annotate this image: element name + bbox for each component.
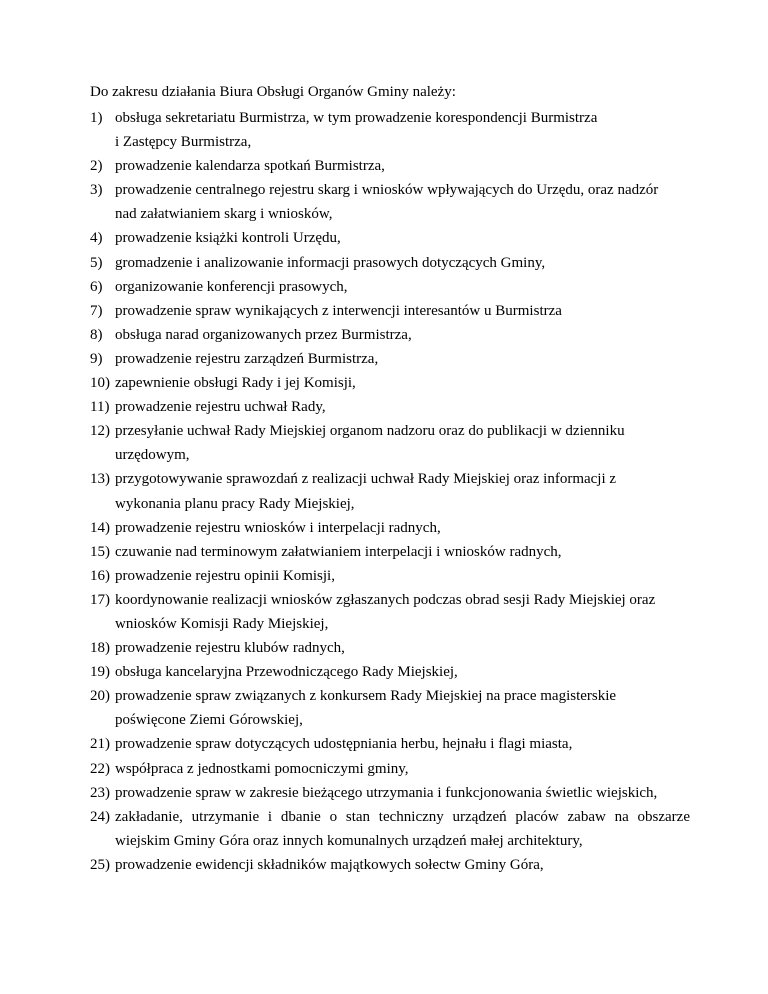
list-item [90, 853, 690, 877]
item-number: 25) [90, 856, 110, 873]
item-number: 13) [90, 471, 110, 488]
list-item [90, 781, 690, 805]
item-number: 11) [90, 399, 110, 416]
item-text: prowadzenie spraw związanych z konkursem Rady Miejskiej na prace magisterskie poświęcone Ziemi Górowskiej, [115, 688, 617, 729]
list-item [90, 226, 690, 250]
item-text: zakładanie, utrzymanie i dbanie o stan techniczny urządzeń placów zabaw na obszarze wiejskim Gminy Góra oraz innych komunalnych urządzeń małej architektury, [115, 808, 690, 849]
item-number: 6) [90, 278, 103, 295]
item-number: 23) [90, 784, 110, 801]
item-text: prowadzenie książki kontroli Urzędu, [115, 230, 341, 247]
list-item [90, 106, 690, 154]
list-item [90, 660, 690, 684]
item-number: 14) [90, 519, 110, 536]
item-text: czuwanie nad terminowym załatwianiem interpelacji i wniosków radnych, [115, 543, 562, 560]
item-number: 9) [90, 350, 103, 367]
list-item [90, 564, 690, 588]
item-text: prowadzenie centralnego rejestru skarg i wniosków wpływających do Urzędu, oraz nadzór nad załatwianiem skarg i wniosków, [115, 182, 659, 223]
item-text: prowadzenie spraw w zakresie bieżącego utrzymania i funkcjonowania świetlic wiejskich, [115, 784, 658, 801]
list-item [90, 347, 690, 371]
item-number: 4) [90, 230, 103, 247]
list-item [90, 419, 690, 467]
item-text: prowadzenie rejestru klubów radnych, [115, 640, 345, 657]
duties-list [90, 106, 690, 877]
list-item [90, 275, 690, 299]
item-number: 19) [90, 664, 110, 681]
list-item [90, 805, 690, 853]
list-item [90, 395, 690, 419]
item-text: obsługa narad organizowanych przez Burmistrza, [115, 326, 412, 343]
item-text: organizowanie konferencji prasowych, [115, 278, 348, 295]
item-text: współpraca z jednostkami pomocniczymi gminy, [115, 760, 409, 777]
item-text: prowadzenie rejestru wniosków i interpelacji radnych, [115, 519, 441, 536]
item-text: obsługa kancelaryjna Przewodniczącego Rady Miejskiej, [115, 664, 458, 681]
item-number: 16) [90, 567, 110, 584]
item-number: 15) [90, 543, 110, 560]
item-text: przygotowywanie sprawozdań z realizacji uchwał Rady Miejskiej oraz informacji z wykonania planu pracy Rady Miejskiej, [115, 471, 617, 512]
item-number: 24) [90, 808, 110, 825]
list-item [90, 636, 690, 660]
item-text: prowadzenie ewidencji składników majątkowych sołectw Gminy Góra, [115, 856, 544, 873]
item-number: 7) [90, 302, 103, 319]
item-number: 2) [90, 158, 103, 175]
item-number: 5) [90, 254, 103, 271]
list-item [90, 467, 690, 515]
list-item [90, 732, 690, 756]
item-number: 17) [90, 591, 110, 608]
item-text: prowadzenie spraw dotyczących udostępniania herbu, hejnału i flagi miasta, [115, 736, 573, 753]
item-text: zapewnienie obsługi Rady i jej Komisji, [115, 375, 356, 392]
list-item [90, 251, 690, 275]
item-text: koordynowanie realizacji wniosków zgłaszanych podczas obrad sesji Rady Miejskiej oraz wniosków Komisji Rady Miejskiej, [115, 591, 656, 632]
item-text: przesyłanie uchwał Rady Miejskiej organom nadzoru oraz do publikacji w dzienniku urzędowym, [115, 423, 625, 464]
list-item [90, 540, 690, 564]
list-item [90, 684, 690, 732]
list-item [90, 299, 690, 323]
item-number: 12) [90, 423, 110, 440]
list-item [90, 757, 690, 781]
list-item [90, 178, 690, 226]
intro-text: Do zakresu działania Biura Obsługi Organów Gminy należy: [90, 84, 456, 100]
item-text: prowadzenie rejestru opinii Komisji, [115, 567, 335, 584]
list-item [90, 154, 690, 178]
item-number: 21) [90, 736, 110, 753]
item-text: prowadzenie kalendarza spotkań Burmistrza, [115, 158, 385, 175]
list-item [90, 516, 690, 540]
item-text: gromadzenie i analizowanie informacji prasowych dotyczących Gminy, [115, 254, 546, 271]
item-number: 1) [90, 110, 103, 126]
item-number: 3) [90, 182, 103, 199]
item-number: 20) [90, 688, 110, 705]
list-item [90, 588, 690, 636]
list-item [90, 371, 690, 395]
item-text: prowadzenie rejestru zarządzeń Burmistrza, [115, 350, 379, 367]
item-number: 8) [90, 326, 103, 343]
item-number: 10) [90, 375, 110, 392]
item-number: 22) [90, 760, 110, 777]
item-text: prowadzenie rejestru uchwał Rady, [115, 399, 326, 416]
item-number: 18) [90, 640, 110, 657]
list-item [90, 323, 690, 347]
item-text: obsługa sekretariatu Burmistrza, w tym prowadzenie korespondencji Burmistrza i Zastępcy Burmistrza, [115, 110, 598, 151]
item-text: prowadzenie spraw wynikających z interwencji interesantów u Burmistrza [115, 302, 562, 319]
